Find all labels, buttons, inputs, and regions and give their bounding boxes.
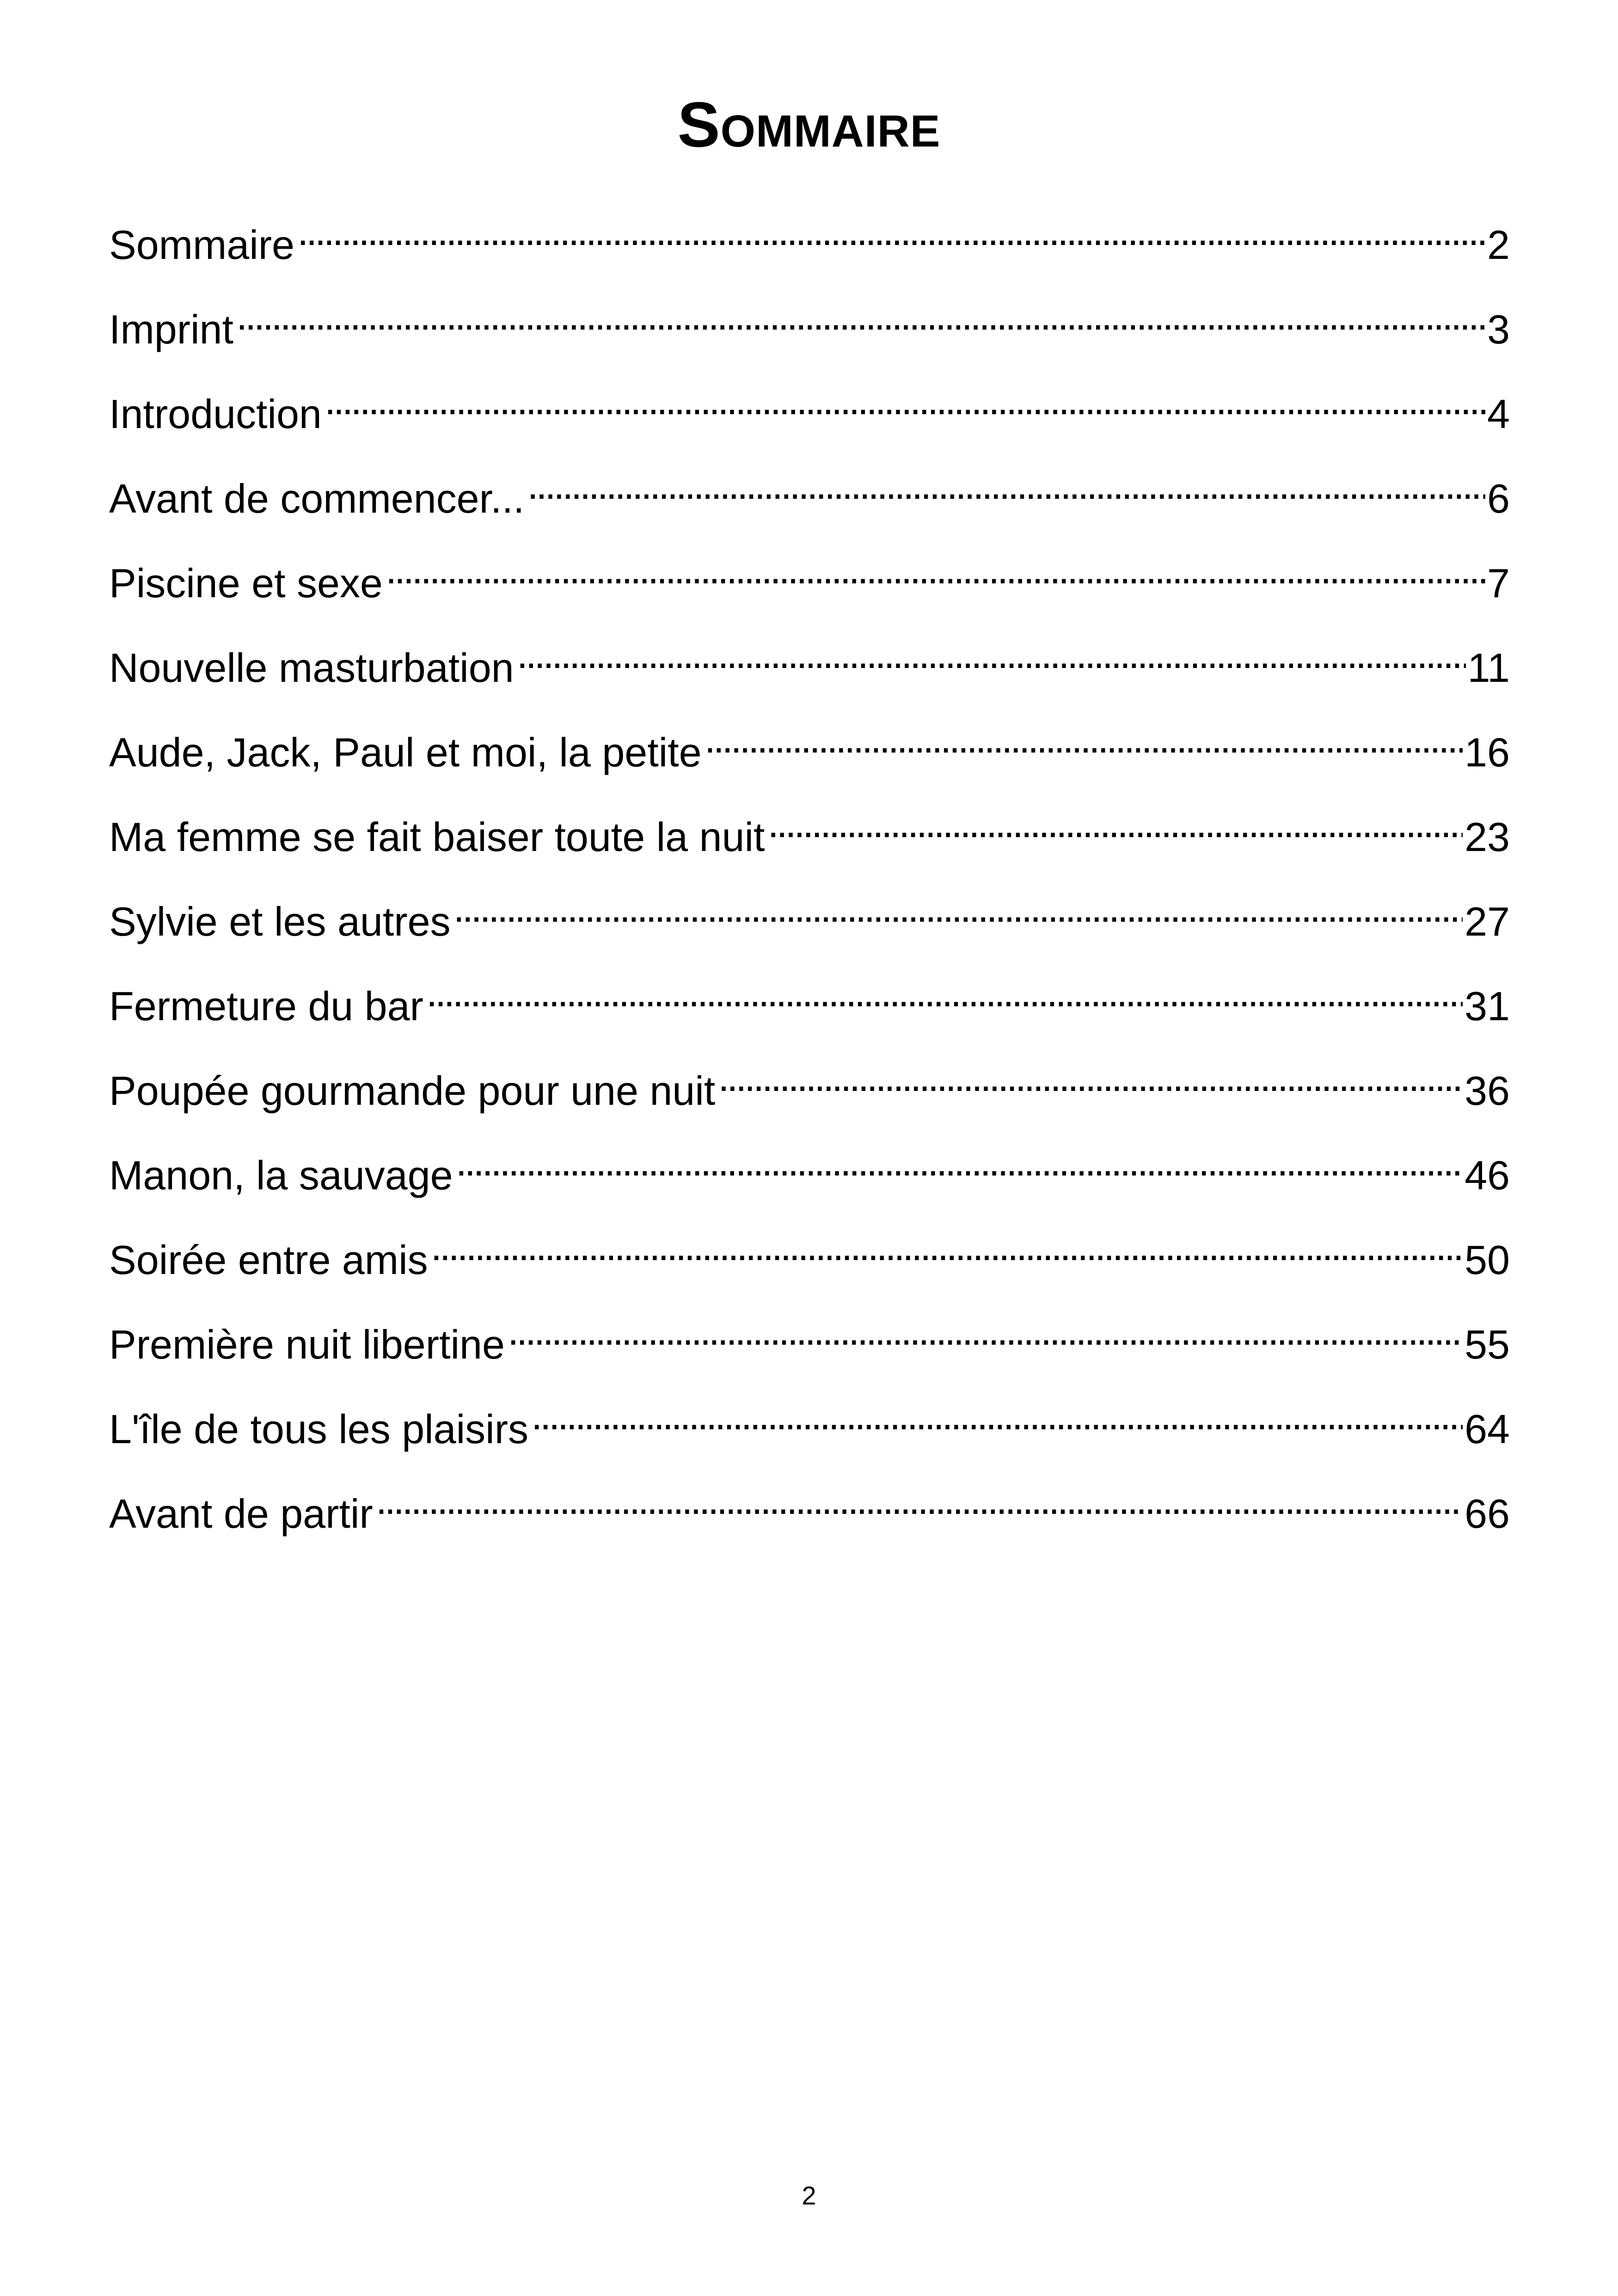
toc-entry[interactable] bbox=[109, 1049, 1510, 1134]
toc-entry[interactable] bbox=[109, 880, 1510, 965]
table-of-contents bbox=[109, 203, 1510, 1557]
toc-entry-page: 46 bbox=[1465, 1152, 1510, 1198]
toc-entry-page: 4 bbox=[1487, 391, 1510, 437]
toc-dot-leader bbox=[297, 203, 1485, 259]
toc-entry-page: 23 bbox=[1465, 814, 1510, 860]
toc-dot-leader bbox=[426, 965, 1463, 1020]
toc-entry-label: Sommaire bbox=[109, 222, 294, 268]
toc-entry-page: 16 bbox=[1465, 729, 1510, 775]
page-title: Sommaire bbox=[677, 89, 941, 160]
toc-entry[interactable] bbox=[109, 1388, 1510, 1472]
toc-entry-label: Avant de commencer... bbox=[109, 476, 525, 521]
toc-dot-leader bbox=[508, 1303, 1463, 1359]
toc-entry[interactable] bbox=[109, 542, 1510, 626]
toc-entry-label: L'île de tous les plaisirs bbox=[109, 1406, 529, 1452]
toc-dot-leader bbox=[527, 457, 1485, 513]
toc-entry-label: Manon, la sauvage bbox=[109, 1152, 453, 1198]
toc-dot-leader bbox=[236, 288, 1485, 343]
toc-entry[interactable] bbox=[109, 203, 1510, 288]
toc-dot-leader bbox=[454, 880, 1463, 936]
toc-entry[interactable] bbox=[109, 965, 1510, 1049]
toc-entry-page: 66 bbox=[1465, 1491, 1510, 1537]
toc-entry-label: Ma femme se fait baiser toute la nuit bbox=[109, 814, 765, 860]
toc-entry-page: 7 bbox=[1487, 560, 1510, 606]
toc-dot-leader bbox=[531, 1388, 1463, 1443]
toc-entry-page: 64 bbox=[1465, 1406, 1510, 1452]
toc-entry-label: Avant de partir bbox=[109, 1491, 373, 1537]
toc-dot-leader bbox=[325, 373, 1485, 428]
toc-entry-label: Aude, Jack, Paul et moi, la petite bbox=[109, 729, 702, 775]
toc-entry[interactable] bbox=[109, 288, 1510, 373]
toc-entry[interactable] bbox=[109, 1134, 1510, 1218]
toc-entry-label: Piscine et sexe bbox=[109, 560, 383, 606]
toc-entry-page: 6 bbox=[1487, 476, 1510, 521]
toc-entry-page: 11 bbox=[1467, 645, 1510, 691]
toc-entry[interactable] bbox=[109, 796, 1510, 880]
toc-entry[interactable] bbox=[109, 626, 1510, 711]
toc-entry[interactable] bbox=[109, 373, 1510, 457]
toc-entry-page: 36 bbox=[1465, 1068, 1510, 1114]
toc-entry-page: 2 bbox=[1487, 222, 1510, 268]
toc-dot-leader bbox=[767, 796, 1463, 851]
toc-dot-leader bbox=[456, 1134, 1463, 1189]
toc-entry-page: 31 bbox=[1465, 983, 1510, 1029]
toc-entry[interactable] bbox=[109, 457, 1510, 542]
toc-entry-label: Imprint bbox=[109, 306, 233, 352]
toc-entry-label: Introduction bbox=[109, 391, 322, 437]
toc-entry[interactable] bbox=[109, 1472, 1510, 1557]
toc-entry-label: Sylvie et les autres bbox=[109, 899, 451, 944]
toc-entry-label: Nouvelle masturbation bbox=[109, 645, 514, 691]
toc-entry-label: Fermeture du bar bbox=[109, 983, 423, 1029]
page-number: 2 bbox=[802, 2181, 816, 2210]
toc-dot-leader bbox=[517, 626, 1466, 682]
toc-dot-leader bbox=[431, 1218, 1463, 1274]
toc-entry[interactable] bbox=[109, 1218, 1510, 1303]
toc-entry-page: 27 bbox=[1465, 899, 1510, 944]
toc-entry-page: 55 bbox=[1465, 1322, 1510, 1367]
toc-entry-label: Première nuit libertine bbox=[109, 1322, 505, 1367]
toc-entry[interactable] bbox=[109, 1303, 1510, 1388]
toc-entry[interactable] bbox=[109, 711, 1510, 796]
toc-dot-leader bbox=[705, 711, 1463, 766]
toc-entry-label: Poupée gourmande pour une nuit bbox=[109, 1068, 716, 1114]
toc-dot-leader bbox=[386, 542, 1485, 597]
toc-dot-leader bbox=[718, 1049, 1463, 1105]
toc-entry-page: 50 bbox=[1465, 1237, 1510, 1283]
toc-dot-leader bbox=[376, 1472, 1463, 1528]
toc-entry-label: Soirée entre amis bbox=[109, 1237, 428, 1283]
toc-entry-page: 3 bbox=[1487, 306, 1510, 352]
